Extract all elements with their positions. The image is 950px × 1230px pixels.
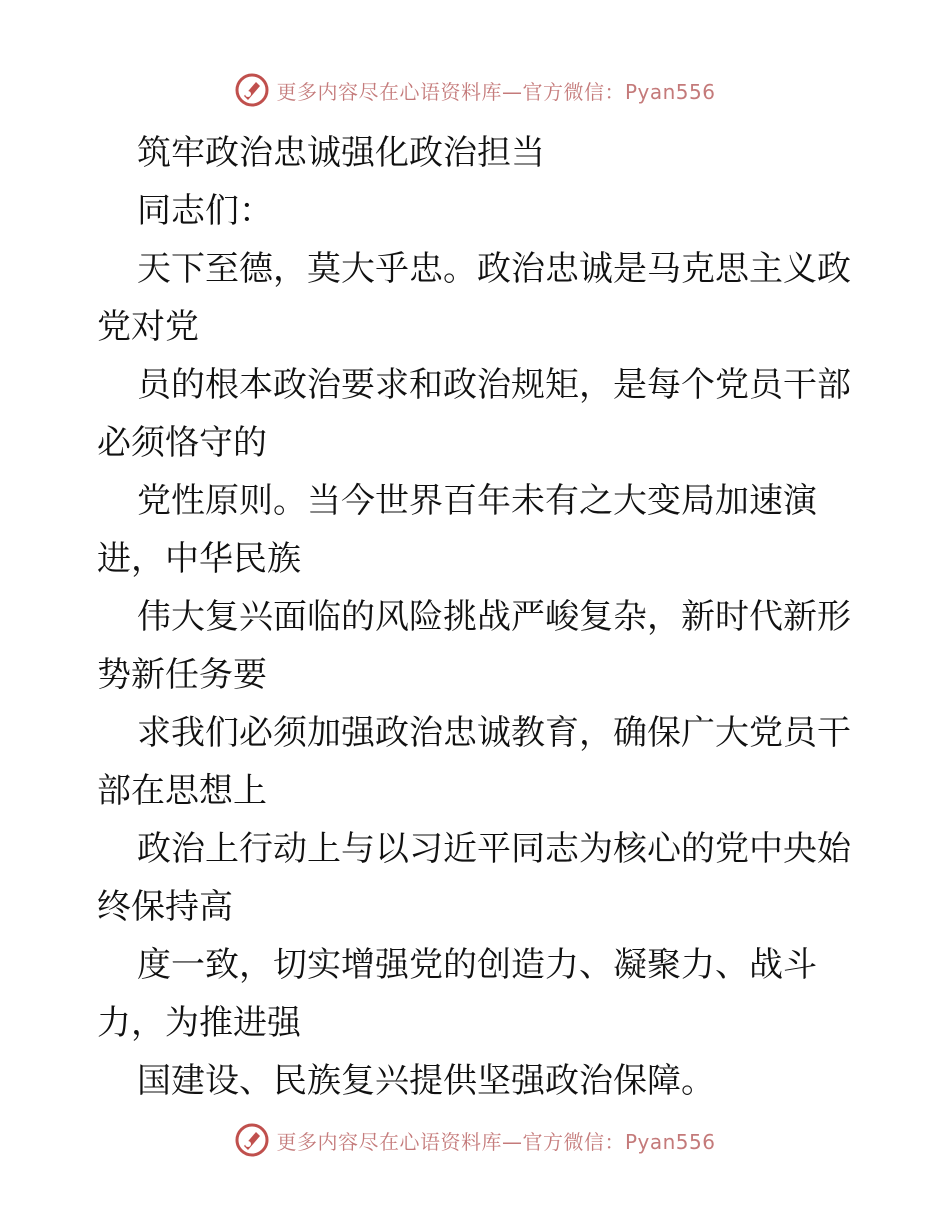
brand-logo-icon xyxy=(234,72,270,108)
paragraph-line: 势新任务要 xyxy=(97,655,267,695)
paragraph-lines xyxy=(97,240,857,1110)
paragraph-line: 力，为推进强 xyxy=(97,1003,301,1043)
header-watermark-banner xyxy=(0,70,950,110)
paragraph-line: 必须恪守的 xyxy=(97,423,267,463)
paragraph-line: 天下至德，莫大乎忠。政治忠诚是马克思主义政 xyxy=(137,249,851,289)
paragraph-line: 度一致，切实增强党的创造力、凝聚力、战斗 xyxy=(137,945,817,985)
salutation: 同志们： xyxy=(137,191,273,231)
paragraph-line: 部在思想上 xyxy=(97,771,267,811)
paragraph-line: 国建设、民族复兴提供坚强政治保障。 xyxy=(137,1061,715,1101)
document-title: 筑牢政治忠诚强化政治担当 xyxy=(137,133,545,173)
brand-logo-icon xyxy=(234,1122,270,1158)
paragraph-line: 政治上行动上与以习近平同志为核心的党中央始 xyxy=(137,829,851,869)
paragraph-line: 党性原则。当今世界百年未有之大变局加速演 xyxy=(137,481,817,521)
footer-watermark-banner xyxy=(0,1120,950,1160)
document-body xyxy=(97,124,857,1110)
watermark-text: 更多内容尽在心语资料库—官方微信：Pyan556 xyxy=(276,1129,716,1154)
paragraph-line: 进，中华民族 xyxy=(97,539,301,579)
paragraph-line: 党对党 xyxy=(97,307,199,347)
paragraph-line: 终保持高 xyxy=(97,887,233,927)
paragraph-line: 伟大复兴面临的风险挑战严峻复杂，新时代新形 xyxy=(137,597,851,637)
paragraph-line: 员的根本政治要求和政治规矩，是每个党员干部 xyxy=(137,365,851,405)
watermark-text: 更多内容尽在心语资料库—官方微信：Pyan556 xyxy=(276,79,716,104)
paragraph-line: 求我们必须加强政治忠诚教育，确保广大党员干 xyxy=(137,713,851,753)
